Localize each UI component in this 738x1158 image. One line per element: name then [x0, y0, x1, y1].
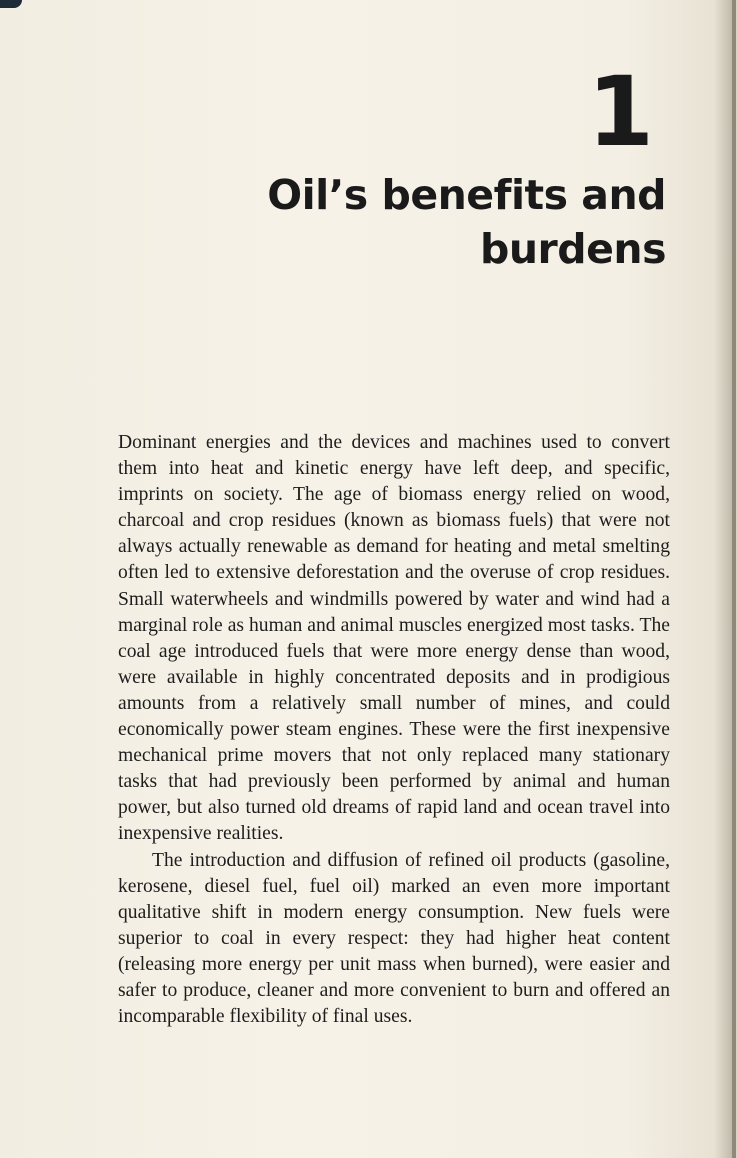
page-corner-shadow	[0, 0, 22, 8]
chapter-title: Oil’s benefits and burdens	[267, 171, 666, 273]
paragraph: Dominant energies and the devices and machines used to convert them into heat and kinetic energy have left deep, and specific, imprints on society. The age of biomass energy relied on wood, charcoal and crop residues (known as biomass fuels) that were not always actually renewable as demand for heating and metal smelting often led to extensive deforestation and the overuse of crop residues. Small waterwheels and windmills powered by water and wind had a marginal role as human and animal muscles energized most tasks. The coal age introduced fuels that were more energy dense than wood, were available in highly concentrated deposits and in prodigious amounts from a relatively small number of mines, and could economically power steam engines. These were the first inexpensive mechanical prime movers that not only replaced many stationary tasks that had previously been performed by animal and human power, but also turned old dreams of rapid land and ocean travel into inexpensive realities.	[118, 432, 670, 845]
chapter-number: 1	[587, 56, 652, 168]
body-text	[118, 430, 670, 1030]
paragraph: The introduction and diffusion of refined oil products (gasoline, kerosene, diesel fuel, fuel oil) marked an even more important qualitative shift in modern energy consumption. New fuels were superior to coal in every respect: they had higher heat content (releasing more energy per unit mass when burned), were easier and safer to produce, cleaner and more convenient to burn and offered an incomparable flexibility of final uses.	[118, 849, 670, 1028]
page-edge	[732, 0, 736, 1158]
